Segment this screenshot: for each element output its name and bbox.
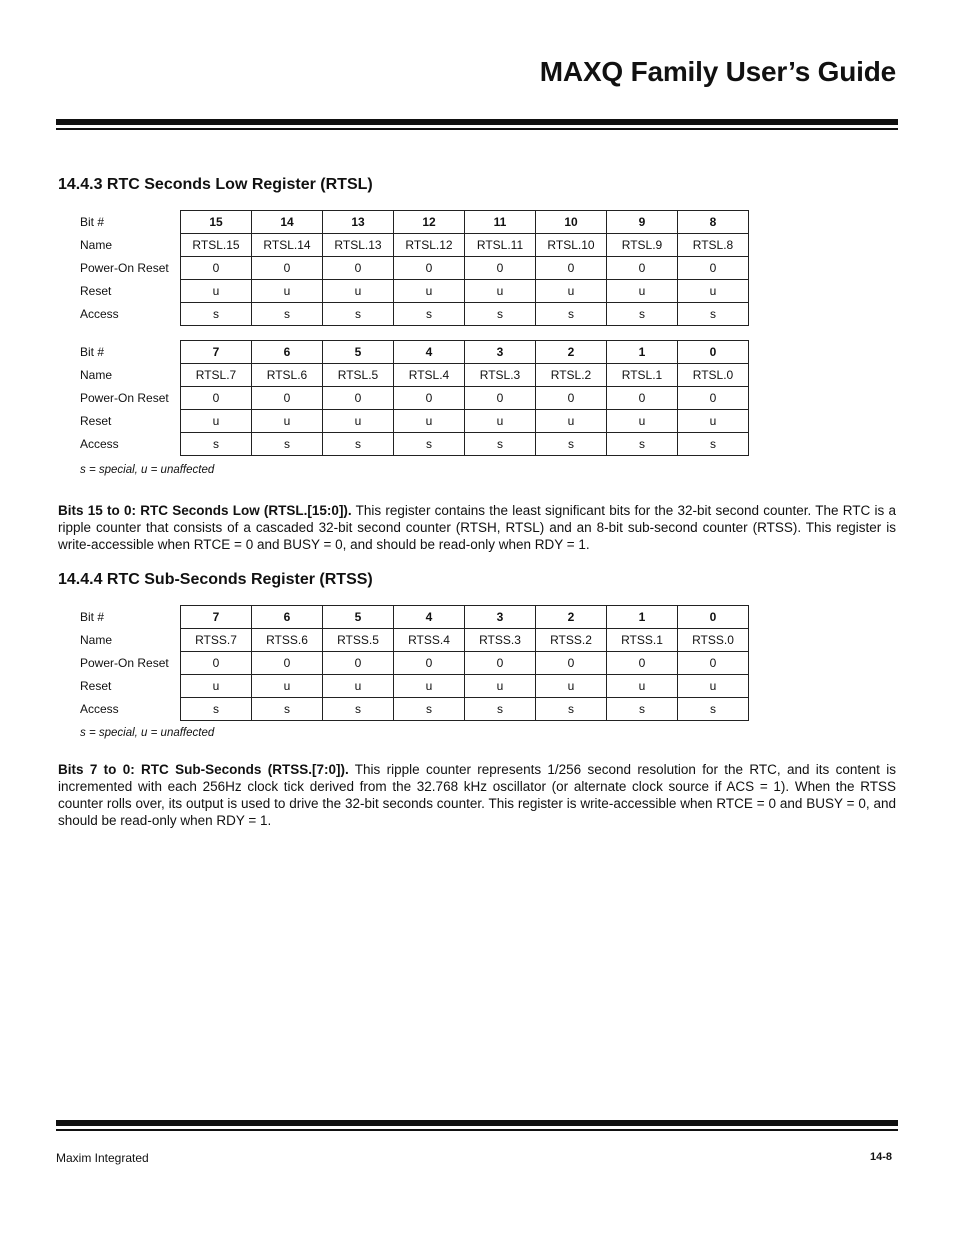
- access-cell: s: [252, 698, 323, 721]
- bits-cell: 7: [181, 606, 252, 629]
- description-rtss-title: Bits 7 to 0: RTC Sub-Seconds (RTSS.[7:0]).: [58, 762, 349, 777]
- access-cell: s: [465, 433, 536, 456]
- access-cell: s: [678, 433, 749, 456]
- reset-row: [80, 280, 749, 303]
- names-cell: RTSS.1: [607, 629, 678, 652]
- reset-row: [80, 410, 749, 433]
- names-cell: RTSL.0: [678, 364, 749, 387]
- access-cell: s: [536, 698, 607, 721]
- por-cell: 0: [607, 387, 678, 410]
- por-cell: 0: [465, 387, 536, 410]
- bits-cell: 6: [252, 341, 323, 364]
- row-label: Bit #: [80, 215, 105, 229]
- access-cell: s: [465, 303, 536, 326]
- names-cell: RTSL.4: [394, 364, 465, 387]
- register-table-rtsl-high: [80, 210, 749, 326]
- reset-cell: u: [181, 410, 252, 433]
- access-cell: s: [323, 303, 394, 326]
- reset-cell: u: [536, 410, 607, 433]
- access-cell: s: [678, 698, 749, 721]
- por-cell: 0: [678, 257, 749, 280]
- reset-row: [80, 675, 749, 698]
- row-label: Name: [80, 368, 113, 382]
- description-rtss-body: This ripple counter represents 1/256 second resolution for the RTC, and its content is incremented with each 256Hz clock tick derived from the 32.768 kHz oscillator (or alternate clock source if ACS = 1). When the RTSS counter rolls over, its output is used to drive the 32-bit seconds counter. This register is write-accessible when RTCE = 0 and BUSY = 0, and should be read-only when RDY = 1.: [58, 762, 896, 828]
- por-cell: 0: [323, 387, 394, 410]
- names-cell: RTSS.2: [536, 629, 607, 652]
- bits-cell: 5: [323, 606, 394, 629]
- access-cell: s: [607, 433, 678, 456]
- bits-cell: 11: [465, 211, 536, 234]
- bits-cell: 0: [678, 606, 749, 629]
- access-cell: s: [678, 303, 749, 326]
- row-label: Name: [80, 238, 113, 252]
- names-cell: RTSL.3: [465, 364, 536, 387]
- names-cell: RTSL.10: [536, 234, 607, 257]
- bits-cell: 2: [536, 341, 607, 364]
- access-row: [80, 698, 749, 721]
- reset-cell: u: [536, 280, 607, 303]
- reset-cell: u: [394, 675, 465, 698]
- access-cell: s: [607, 303, 678, 326]
- access-cell: s: [181, 433, 252, 456]
- bits-cell: 6: [252, 606, 323, 629]
- section-heading-rtss: 14.4.4 RTC Sub-Seconds Register (RTSS): [58, 571, 373, 588]
- row-label: Power-On Reset: [80, 261, 169, 275]
- name-row: [80, 364, 749, 387]
- reset-cell: u: [323, 410, 394, 433]
- por-cell: 0: [607, 652, 678, 675]
- names-cell: RTSS.4: [394, 629, 465, 652]
- access-cell: s: [323, 433, 394, 456]
- description-rtsl: [58, 502, 896, 553]
- por-cell: 0: [323, 652, 394, 675]
- access-cell: s: [394, 433, 465, 456]
- names-cell: RTSL.2: [536, 364, 607, 387]
- row-label: Power-On Reset: [80, 391, 169, 405]
- description-rtsl-body: This register contains the least significant bits for the 32-bit second counter. The RTC is a ripple counter that consists of a cascaded 32-bit second counter (RTSH, RTSL) and an 8-bit sub-second counter (RTSS). This register is write-accessible when RTCE = 0 and BUSY = 0, and should be read-only when RDY = 1.: [58, 503, 896, 552]
- reset-cell: u: [323, 280, 394, 303]
- row-label: Power-On Reset: [80, 656, 169, 670]
- names-cell: RTSL.12: [394, 234, 465, 257]
- name-row: [80, 234, 749, 257]
- reset-cell: u: [394, 410, 465, 433]
- por-cell: 0: [465, 652, 536, 675]
- footer-rule-thick: [56, 1120, 898, 1126]
- reset-cell: u: [465, 675, 536, 698]
- access-cell: s: [394, 698, 465, 721]
- names-cell: RTSL.11: [465, 234, 536, 257]
- description-rtss: [58, 761, 896, 829]
- row-label: Bit #: [80, 345, 105, 359]
- row-label: Bit #: [80, 610, 105, 624]
- por-cell: 0: [252, 387, 323, 410]
- por-cell: 0: [536, 387, 607, 410]
- names-cell: RTSS.5: [323, 629, 394, 652]
- access-cell: s: [536, 303, 607, 326]
- por-cell: 0: [394, 387, 465, 410]
- row-label: Access: [80, 437, 119, 451]
- por-cell: 0: [678, 387, 749, 410]
- bits-cell: 2: [536, 606, 607, 629]
- page-title: MAXQ Family User’s Guide: [539, 56, 896, 87]
- bit-row: [80, 341, 749, 364]
- row-label: Access: [80, 702, 119, 716]
- row-label: Access: [80, 307, 119, 321]
- bits-cell: 13: [323, 211, 394, 234]
- row-label: Reset: [80, 414, 112, 428]
- access-cell: s: [181, 698, 252, 721]
- header-rule-thick: [56, 119, 898, 125]
- names-cell: RTSS.3: [465, 629, 536, 652]
- bits-cell: 14: [252, 211, 323, 234]
- bits-cell: 10: [536, 211, 607, 234]
- bits-cell: 7: [181, 341, 252, 364]
- access-row: [80, 433, 749, 456]
- names-cell: RTSL.15: [181, 234, 252, 257]
- reset-cell: u: [607, 410, 678, 433]
- bits-cell: 12: [394, 211, 465, 234]
- row-label: Reset: [80, 284, 112, 298]
- register-table-rtss: [80, 605, 749, 721]
- por-cell: 0: [181, 387, 252, 410]
- bits-cell: 5: [323, 341, 394, 364]
- description-rtsl-title: Bits 15 to 0: RTC Seconds Low (RTSL.[15:0]).: [58, 503, 352, 518]
- names-cell: RTSL.1: [607, 364, 678, 387]
- reset-cell: u: [181, 675, 252, 698]
- reset-cell: u: [252, 410, 323, 433]
- por-cell: 0: [394, 257, 465, 280]
- por-cell: 0: [394, 652, 465, 675]
- names-cell: RTSL.14: [252, 234, 323, 257]
- reset-cell: u: [678, 280, 749, 303]
- reset-cell: u: [252, 675, 323, 698]
- por-cell: 0: [181, 652, 252, 675]
- names-cell: RTSL.8: [678, 234, 749, 257]
- bits-cell: 15: [181, 211, 252, 234]
- names-cell: RTSS.7: [181, 629, 252, 652]
- legend-note-rtss: s = special, u = unaffected: [80, 727, 215, 739]
- names-cell: RTSS.0: [678, 629, 749, 652]
- por-row: [80, 387, 749, 410]
- por-cell: 0: [536, 257, 607, 280]
- bits-cell: 4: [394, 341, 465, 364]
- access-cell: s: [181, 303, 252, 326]
- reset-cell: u: [607, 675, 678, 698]
- reset-cell: u: [607, 280, 678, 303]
- bits-cell: 1: [607, 341, 678, 364]
- name-row: [80, 629, 749, 652]
- por-cell: 0: [181, 257, 252, 280]
- row-label: Name: [80, 633, 113, 647]
- reset-cell: u: [678, 410, 749, 433]
- bit-row: [80, 606, 749, 629]
- bits-cell: 3: [465, 606, 536, 629]
- access-cell: s: [252, 303, 323, 326]
- por-cell: 0: [323, 257, 394, 280]
- reset-cell: u: [465, 280, 536, 303]
- reset-cell: u: [181, 280, 252, 303]
- reset-cell: u: [323, 675, 394, 698]
- page-number: 14-8: [869, 1151, 892, 1163]
- names-cell: RTSL.5: [323, 364, 394, 387]
- por-cell: 0: [678, 652, 749, 675]
- bits-cell: 8: [678, 211, 749, 234]
- access-cell: s: [394, 303, 465, 326]
- reset-cell: u: [252, 280, 323, 303]
- por-cell: 0: [252, 257, 323, 280]
- reset-cell: u: [465, 410, 536, 433]
- names-cell: RTSS.6: [252, 629, 323, 652]
- por-cell: 0: [607, 257, 678, 280]
- por-cell: 0: [252, 652, 323, 675]
- bits-cell: 0: [678, 341, 749, 364]
- por-row: [80, 652, 749, 675]
- access-cell: s: [607, 698, 678, 721]
- footer-rule-thin: [56, 1129, 898, 1131]
- bits-cell: 3: [465, 341, 536, 364]
- names-cell: RTSL.7: [181, 364, 252, 387]
- bits-cell: 4: [394, 606, 465, 629]
- footer-company: Maxim Integrated: [56, 1151, 149, 1165]
- header-rule-thin: [56, 128, 898, 130]
- bit-row: [80, 211, 749, 234]
- access-cell: s: [252, 433, 323, 456]
- register-table-rtsl-low: [80, 340, 749, 456]
- bits-cell: 1: [607, 606, 678, 629]
- reset-cell: u: [678, 675, 749, 698]
- names-cell: RTSL.6: [252, 364, 323, 387]
- access-cell: s: [323, 698, 394, 721]
- access-row: [80, 303, 749, 326]
- names-cell: RTSL.9: [607, 234, 678, 257]
- names-cell: RTSL.13: [323, 234, 394, 257]
- bits-cell: 9: [607, 211, 678, 234]
- por-row: [80, 257, 749, 280]
- row-label: Reset: [80, 679, 112, 693]
- reset-cell: u: [536, 675, 607, 698]
- access-cell: s: [465, 698, 536, 721]
- section-heading-rtsl: 14.4.3 RTC Seconds Low Register (RTSL): [58, 176, 373, 193]
- reset-cell: u: [394, 280, 465, 303]
- access-cell: s: [536, 433, 607, 456]
- por-cell: 0: [536, 652, 607, 675]
- legend-note-rtsl: s = special, u = unaffected: [80, 464, 215, 476]
- por-cell: 0: [465, 257, 536, 280]
